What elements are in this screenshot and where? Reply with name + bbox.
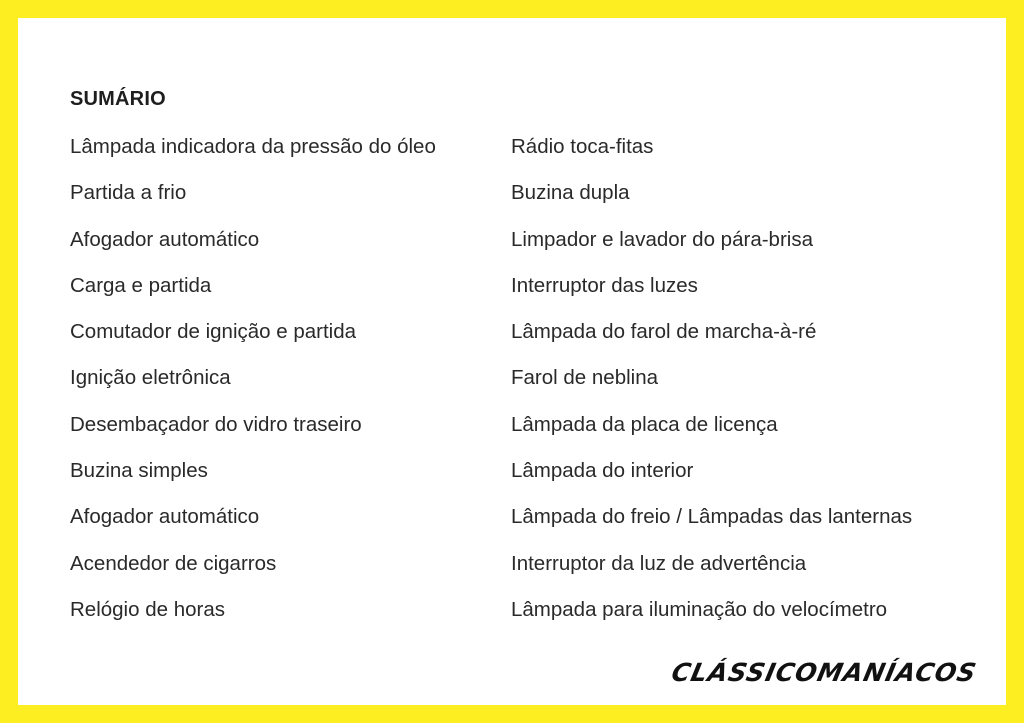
- document-page: [18, 18, 1006, 705]
- summary-title: SUMÁRIO: [70, 88, 166, 110]
- summary-item: Rádio toca-fitas: [511, 135, 654, 158]
- summary-item: Relógio de horas: [70, 597, 225, 621]
- summary-item: Ignição eletrônica: [70, 366, 231, 390]
- summary-item: Desembaçador do vidro traseiro: [70, 412, 362, 436]
- summary-item: Limpador e lavador do pára-brisa: [511, 227, 813, 251]
- summary-item: Buzina simples: [70, 459, 208, 483]
- summary-item: Comutador de ignição e partida: [70, 320, 357, 344]
- summary-item: Lâmpada do freio / Lâmpadas das lanternas: [511, 505, 913, 529]
- summary-item: Partida a frio: [70, 181, 187, 205]
- summary-item: Buzina dupla: [511, 181, 630, 205]
- summary-item: Lâmpada da placa de licença: [511, 412, 778, 436]
- summary-item: Lâmpada do farol de marcha-à-ré: [511, 320, 817, 344]
- summary-item: Interruptor da luz de advertência: [511, 551, 807, 575]
- summary-item: Lâmpada para iluminação do velocímetro: [511, 597, 888, 621]
- summary-list-left: [70, 132, 436, 641]
- summary-item: Interruptor das luzes: [511, 273, 698, 297]
- summary-item: Farol de neblina: [511, 366, 659, 390]
- summary-item: Afogador automático: [70, 505, 260, 529]
- summary-item: Lâmpada indicadora da pressão do óleo: [70, 135, 436, 158]
- brand-watermark: CLÁSSICOMANÍACOS: [668, 658, 980, 687]
- summary-list-right: [511, 132, 912, 641]
- summary-item: Acendedor de cigarros: [70, 551, 277, 575]
- summary-item: Lâmpada do interior: [511, 459, 694, 483]
- summary-item: Carga e partida: [70, 273, 212, 297]
- summary-item: Afogador automático: [70, 227, 260, 251]
